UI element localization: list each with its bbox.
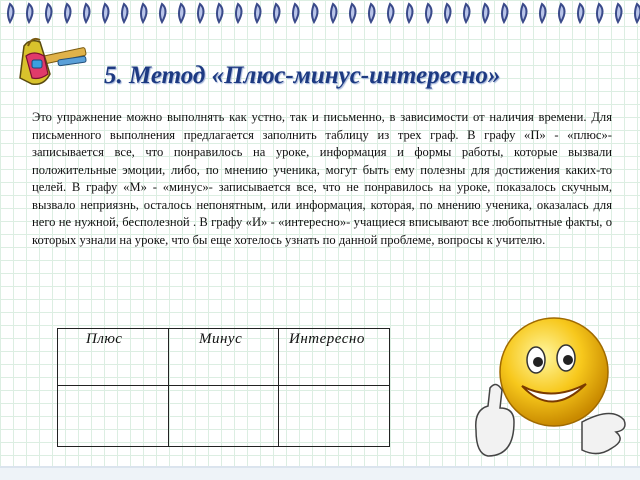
- spiral-binding-icon: [0, 0, 640, 30]
- header-minus: [169, 329, 279, 386]
- header-plus-label: Плюс: [86, 331, 123, 347]
- table-header-row: [58, 329, 390, 386]
- thumbs-up-smiley-icon: [462, 310, 632, 480]
- header-plus: [58, 329, 169, 386]
- slide-title: 5. Метод «Плюс-минус-интересно»: [104, 62, 501, 89]
- cell-plus: [58, 386, 169, 447]
- cell-minus: [169, 386, 279, 447]
- backpack-icon: [10, 34, 90, 94]
- table-empty-row: [58, 386, 390, 447]
- header-interesting-label: Интересно: [289, 331, 365, 347]
- pmi-table: [57, 328, 390, 447]
- cell-interesting: [279, 386, 390, 447]
- header-interesting: [279, 329, 390, 386]
- header-minus-label: Минус: [199, 331, 243, 347]
- bottom-border: [0, 466, 640, 480]
- slide-body-text: Это упражнение можно выполнять как устно, так и письменно, в зависимости от наличия времени. Для письменного выполнения предлагается заполнить таблицу из трех граф. В графу «П» - «плюс»- записывается все, что понравилось на уроке, информация и формы работы, которые вызвали положительные эмоции, либо, по мнению ученика, могут быть ему полезны для достижения каких-то целей. В графу «М» - «минус»- записывается все, что не понравилось на уроке, показалось скучным, вызвало неприязнь, осталось непонятным, или информация, которая, по мнению ученика, оказалась для него не нужной, бесполезной . В графу «И» - «интересно»- учащиеся вписывают все любопытные факты, о которых узнали на уроке, что бы еще хотелось узнать по данной проблеме, вопросы к учителю.: [32, 110, 612, 247]
